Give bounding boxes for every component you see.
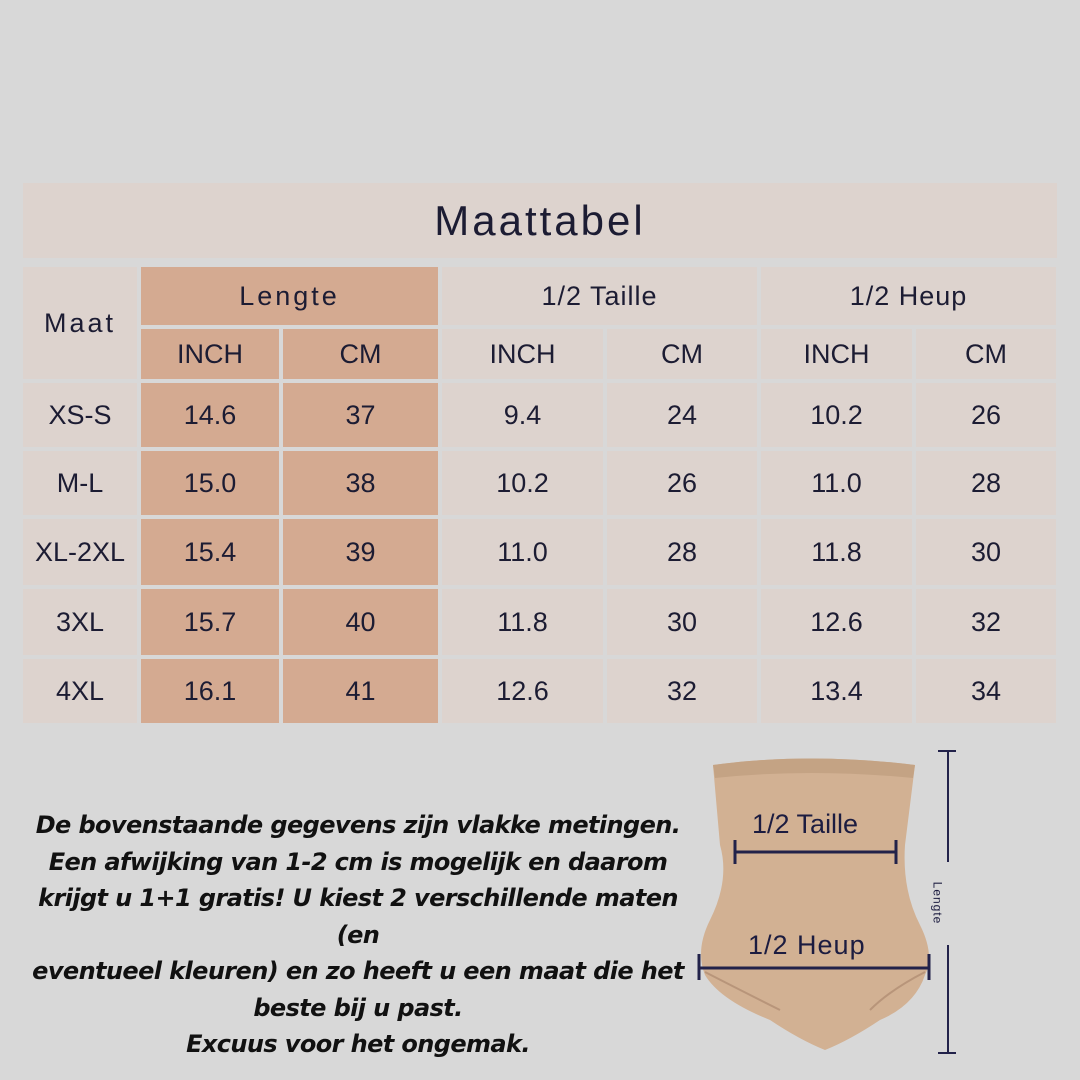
header-unit: INCH	[442, 329, 603, 379]
value-cell: 15.4	[141, 519, 279, 585]
value-cell: 9.4	[442, 383, 603, 447]
value-cell: 11.8	[442, 589, 603, 655]
value-cell: 11.0	[761, 451, 912, 515]
header-unit: INCH	[761, 329, 912, 379]
header-waist: 1/2 Taille	[442, 267, 757, 325]
value-cell: 10.2	[442, 451, 603, 515]
value-cell: 39	[283, 519, 438, 585]
header-unit: CM	[607, 329, 757, 379]
value-cell: 16.1	[141, 659, 279, 723]
note-line: krijgt u 1+1 gratis! U kiest 2 verschillende maten (en	[38, 884, 678, 949]
garment-diagram	[680, 740, 980, 1070]
value-cell: 10.2	[761, 383, 912, 447]
note-line: eventueel kleuren) en zo heeft u een maat die het	[32, 957, 684, 985]
size-cell: XL-2XL	[23, 519, 137, 585]
value-cell: 24	[607, 383, 757, 447]
header-unit: CM	[916, 329, 1056, 379]
header-hip: 1/2 Heup	[761, 267, 1056, 325]
size-cell: M-L	[23, 451, 137, 515]
header-unit: INCH	[141, 329, 279, 379]
value-cell: 14.6	[141, 383, 279, 447]
value-cell: 13.4	[761, 659, 912, 723]
value-cell: 12.6	[761, 589, 912, 655]
value-cell: 41	[283, 659, 438, 723]
value-cell: 15.0	[141, 451, 279, 515]
value-cell: 32	[916, 589, 1056, 655]
size-cell: XS-S	[23, 383, 137, 447]
note-line: De bovenstaande gegevens zijn vlakke metingen.	[35, 811, 681, 839]
value-cell: 12.6	[442, 659, 603, 723]
header-unit: CM	[283, 329, 438, 379]
length-label: Lengte	[930, 881, 945, 925]
value-cell: 32	[607, 659, 757, 723]
value-cell: 11.0	[442, 519, 603, 585]
value-cell: 34	[916, 659, 1056, 723]
size-cell: 3XL	[23, 589, 137, 655]
table-title: Maattabel	[23, 183, 1057, 258]
value-cell: 11.8	[761, 519, 912, 585]
value-cell: 28	[607, 519, 757, 585]
size-table	[23, 267, 1057, 723]
value-cell: 28	[916, 451, 1056, 515]
value-cell: 30	[916, 519, 1056, 585]
value-cell: 15.7	[141, 589, 279, 655]
value-cell: 37	[283, 383, 438, 447]
note-text	[20, 807, 696, 1063]
header-length: Lengte	[141, 267, 438, 325]
value-cell: 40	[283, 589, 438, 655]
value-cell: 38	[283, 451, 438, 515]
header-size: Maat	[23, 267, 137, 379]
size-cell: 4XL	[23, 659, 137, 723]
note-line: Excuus voor het ongemak.	[186, 1030, 530, 1058]
waist-label: 1/2 Taille	[752, 809, 859, 839]
hip-label: 1/2 Heup	[748, 930, 866, 960]
note-line: Een afwijking van 1-2 cm is mogelijk en daarom	[48, 847, 668, 876]
value-cell: 30	[607, 589, 757, 655]
note-line: beste bij u past.	[253, 993, 463, 1022]
value-cell: 26	[916, 383, 1056, 447]
value-cell: 26	[607, 451, 757, 515]
